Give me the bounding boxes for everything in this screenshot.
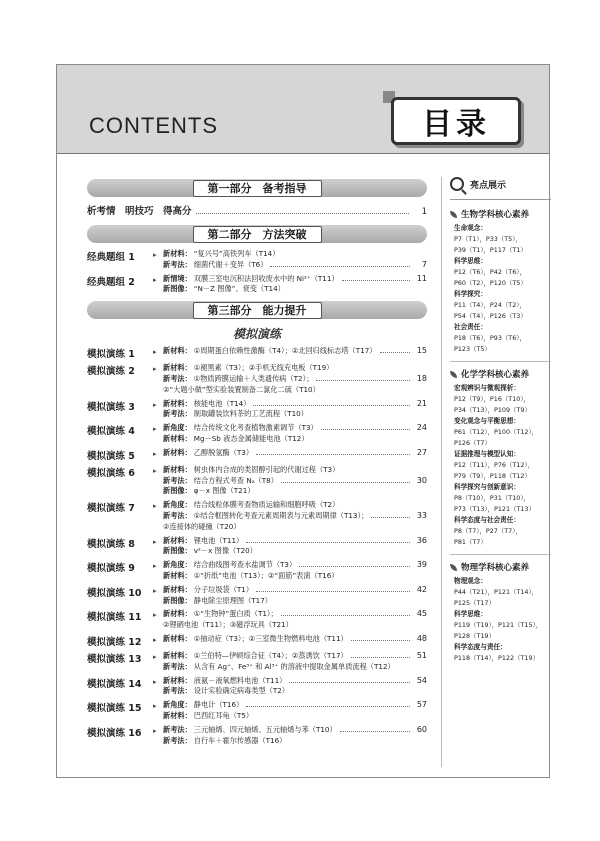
literacy-category: 科学态度与责任： bbox=[454, 643, 507, 651]
page-reference[interactable]: P125（T17） bbox=[454, 599, 495, 607]
drill-lines bbox=[163, 560, 427, 582]
page-frame bbox=[56, 64, 550, 778]
entry-text: 设计实验确定病毒类型（T2） bbox=[193, 686, 289, 696]
drill-entry[interactable] bbox=[87, 448, 427, 462]
drill-entry[interactable] bbox=[87, 651, 427, 673]
drill-name: 模拟演练 3 bbox=[87, 401, 135, 413]
entry-line bbox=[163, 486, 427, 497]
entry-label: 新材料： bbox=[163, 249, 192, 258]
group-name: 经典题组 2 bbox=[87, 276, 135, 288]
page-reference[interactable]: P8（T10），P31（T10）， bbox=[454, 494, 530, 502]
leader-dots bbox=[281, 610, 410, 616]
entry-text: ①褪黑素（T3）；②手机无线充电板（T19） bbox=[193, 363, 334, 373]
arrow-icon: ▸ bbox=[153, 400, 157, 409]
entry-text: 结合曲线图考查水盐调节（T3） bbox=[193, 560, 297, 570]
leader-dots bbox=[281, 477, 410, 483]
highlight-sidebar bbox=[441, 177, 551, 767]
drill-name: 模拟演练 9 bbox=[87, 563, 135, 575]
arrow-icon: ▸ bbox=[153, 537, 157, 546]
group-entry[interactable] bbox=[87, 249, 427, 271]
drill-name: 模拟演练 2 bbox=[87, 366, 135, 378]
page-number: 48 bbox=[416, 633, 427, 643]
drill-name: 模拟演练 13 bbox=[87, 653, 142, 665]
drill-entry[interactable] bbox=[87, 500, 427, 532]
page-number: 18 bbox=[416, 373, 427, 383]
drill-entry[interactable] bbox=[87, 536, 427, 558]
entry-line bbox=[163, 284, 427, 295]
leader-dots bbox=[340, 726, 410, 732]
leader-dots bbox=[196, 207, 409, 214]
page-reference[interactable]: P79（T9），P118（T12） bbox=[454, 472, 531, 480]
drill-lines bbox=[163, 448, 427, 462]
entry-label: 新考法： bbox=[163, 510, 192, 520]
drill-lines bbox=[163, 423, 427, 445]
entry-line bbox=[163, 651, 427, 662]
subject-heading bbox=[450, 368, 551, 380]
page-reference[interactable]: P7（T1），P33（T5）， bbox=[454, 235, 522, 243]
part2-banner bbox=[87, 225, 427, 243]
group-entry[interactable] bbox=[87, 274, 427, 296]
entry-label: 新图像： bbox=[163, 546, 192, 556]
entry-label: 新角度： bbox=[163, 700, 192, 710]
page-reference[interactable]: P8（T7），P27（T7）， bbox=[454, 527, 522, 535]
entry-label: 新材料： bbox=[163, 710, 192, 720]
drill-lines bbox=[163, 585, 427, 607]
entry-text: ②“大题小做”型实验装置制备二氯化二硫（T10） bbox=[163, 384, 320, 394]
arrow-icon: ▸ bbox=[153, 275, 157, 284]
divider bbox=[450, 554, 551, 555]
leader-dots bbox=[246, 537, 410, 543]
sidebar-title: 亮点展示 bbox=[470, 180, 507, 191]
page-reference[interactable]: P81（T7） bbox=[454, 538, 487, 546]
leaf-icon bbox=[450, 371, 457, 378]
drill-entry[interactable] bbox=[87, 399, 427, 421]
entry-text: 乙醇脱氢酶（T3） bbox=[193, 447, 254, 457]
contents-title: CONTENTS bbox=[89, 113, 218, 138]
entry-text: 巴西红耳龟（T5） bbox=[193, 710, 254, 720]
entry-label: 新材料： bbox=[163, 363, 192, 373]
entry-line bbox=[163, 686, 427, 697]
entry-line bbox=[163, 500, 427, 511]
page-number: 1 bbox=[421, 207, 427, 217]
entry-line bbox=[163, 700, 427, 711]
entry-text: ①周期蛋白依赖性激酶（T4）；②北回归线标志塔（T17） bbox=[193, 346, 377, 356]
toc-main bbox=[87, 179, 427, 749]
drill-entry[interactable] bbox=[87, 346, 427, 360]
arrow-icon: ▸ bbox=[153, 635, 157, 644]
arrow-icon: ▸ bbox=[153, 652, 157, 661]
arrow-icon: ▸ bbox=[153, 466, 157, 475]
entry-text: ①“折纸”电池（T13）；②“面筋”表演（T16） bbox=[193, 570, 339, 580]
entry-line bbox=[163, 434, 427, 445]
entry-text: 从含有 Ag⁺、Fe³⁺ 和 Al³⁺ 的溶液中提取金属单质流程（T12） bbox=[193, 661, 395, 671]
page-reference[interactable]: P12（T9），P16（T10）， bbox=[454, 395, 530, 403]
entry-text: 自行车＋霍尔传感器（T16） bbox=[193, 735, 287, 745]
divider bbox=[450, 199, 551, 200]
page-reference[interactable]: P118（T14），P122（T19） bbox=[454, 654, 539, 662]
entry-label: 新材料： bbox=[163, 447, 192, 457]
page-number: 33 bbox=[416, 510, 427, 520]
drill-entry[interactable] bbox=[87, 634, 427, 648]
literacy-category: 科学思维： bbox=[454, 257, 487, 265]
page-number: 60 bbox=[416, 724, 427, 734]
drill-lines bbox=[163, 651, 427, 673]
literacy-category: 社会责任： bbox=[454, 323, 487, 331]
drill-entry[interactable] bbox=[87, 676, 427, 698]
entry-line bbox=[163, 374, 427, 385]
group-lines bbox=[163, 274, 427, 296]
literacy-category: 变化观念与平衡思想： bbox=[454, 417, 520, 425]
entry-text: 锂电池（T11） bbox=[193, 535, 244, 545]
entry-label: 新材料： bbox=[163, 609, 192, 619]
entry-label: 新材料： bbox=[163, 464, 192, 474]
part1-banner bbox=[87, 179, 427, 197]
leader-dots bbox=[342, 275, 410, 281]
entry-text: ②锂硒电池（T11）；③磁浮玩具（T21） bbox=[163, 620, 293, 630]
page-number: 11 bbox=[416, 273, 427, 283]
entry-line bbox=[163, 511, 427, 522]
page-reference[interactable]: P39（T1），P117（T1） bbox=[454, 246, 527, 254]
entry-line bbox=[163, 399, 427, 410]
entry-label: 新考法： bbox=[163, 735, 192, 745]
entry-line bbox=[163, 260, 427, 271]
leader-dots bbox=[256, 449, 410, 455]
literacy-category: 证据推理与模型认知： bbox=[454, 450, 520, 458]
page-reference[interactable]: P119（T19），P121（T15）， bbox=[454, 621, 543, 629]
entry-line bbox=[163, 522, 427, 533]
drill-name: 模拟演练 6 bbox=[87, 467, 135, 479]
entry-text: ①结合框图转化考查元素周期表与元素周期律（T13）； bbox=[193, 510, 369, 520]
entry-label: 新考法： bbox=[163, 409, 192, 419]
entry-label: 新情境： bbox=[163, 273, 192, 283]
part3-title: 第三部分 能力提升 bbox=[193, 302, 322, 319]
entry-label: 新考法： bbox=[163, 475, 192, 485]
entry-text: 核能电池（T14） bbox=[193, 398, 251, 408]
arrow-icon: ▸ bbox=[153, 365, 157, 374]
drill-entry[interactable] bbox=[87, 585, 427, 607]
entry-label: 新图像： bbox=[163, 486, 192, 496]
arrow-icon: ▸ bbox=[153, 586, 157, 595]
mulu-title: 目录 bbox=[422, 107, 490, 142]
entry-label: 新材料： bbox=[163, 650, 192, 660]
entry-text: 结合线粒体膜考查物质运输和细胞呼吸（T2） bbox=[193, 500, 340, 510]
entry-line bbox=[163, 560, 427, 571]
page-number: 21 bbox=[416, 398, 427, 408]
leaf-icon bbox=[450, 211, 457, 218]
drill-lines bbox=[163, 346, 427, 360]
page-number: 24 bbox=[416, 423, 427, 433]
entry-label: 新图像： bbox=[163, 595, 192, 605]
entry-label: 新角度： bbox=[163, 423, 192, 433]
entry-label: 新考法： bbox=[163, 724, 192, 734]
drill-lines bbox=[163, 500, 427, 532]
drill-entry[interactable] bbox=[87, 560, 427, 582]
page-number: 36 bbox=[416, 535, 427, 545]
entry-line bbox=[163, 249, 427, 260]
page-reference[interactable]: P60（T2），P120（T5） bbox=[454, 279, 527, 287]
entry-label: 新材料： bbox=[163, 398, 192, 408]
leader-dots bbox=[321, 424, 410, 430]
entry-text: 制取罐装饮料茶的工艺流程（T10） bbox=[193, 409, 308, 419]
page-reference[interactable]: P54（T4），P126（T3） bbox=[454, 312, 527, 320]
drill-lines bbox=[163, 363, 427, 395]
entry-line bbox=[163, 476, 427, 487]
page-reference[interactable]: P61（T12），P100（T12）， bbox=[454, 428, 539, 436]
entry-label: 新角度： bbox=[163, 500, 192, 510]
mulu-title-box bbox=[391, 97, 521, 145]
drill-name: 模拟演练 4 bbox=[87, 426, 135, 438]
subject-name: 物理学科核心素养 bbox=[461, 563, 530, 573]
subject-heading bbox=[450, 208, 551, 220]
subject-name: 生物学科核心素养 bbox=[461, 210, 530, 220]
entry-line bbox=[163, 423, 427, 434]
drill-entry[interactable] bbox=[87, 363, 427, 395]
leaf-icon bbox=[450, 564, 457, 571]
drill-name: 模拟演练 12 bbox=[87, 636, 142, 648]
leader-dots bbox=[289, 677, 410, 683]
literacy-category: 物理观念： bbox=[454, 577, 487, 585]
page-reference[interactable]: P126（T7） bbox=[454, 439, 491, 447]
drill-name: 模拟演练 1 bbox=[87, 349, 135, 361]
entry-text: “复兴号”高铁列车（T14） bbox=[193, 249, 280, 258]
entry-text: 三元轴烯、四元轴烯、五元轴烯与苯（T10） bbox=[193, 724, 337, 734]
page-reference[interactable]: P12（T11），P76（T12）， bbox=[454, 461, 534, 469]
arrow-icon: ▸ bbox=[153, 677, 157, 686]
entry-label: 新材料： bbox=[163, 675, 192, 685]
drill-name: 模拟演练 10 bbox=[87, 587, 142, 599]
leader-dots bbox=[351, 652, 410, 658]
part3-list bbox=[87, 346, 427, 746]
entry-line bbox=[163, 409, 427, 420]
page-reference[interactable]: P123（T5） bbox=[454, 345, 491, 353]
entry-label: 新材料： bbox=[163, 584, 192, 594]
arrow-icon: ▸ bbox=[153, 502, 157, 511]
page-number: 54 bbox=[416, 675, 427, 685]
drill-entry[interactable] bbox=[87, 465, 427, 497]
leader-dots bbox=[316, 375, 410, 381]
part2-list bbox=[87, 249, 427, 295]
arrow-icon: ▸ bbox=[153, 702, 157, 711]
drill-name: 模拟演练 7 bbox=[87, 503, 135, 515]
entry-text: 双膜三室电沉积法回收废水中的 Ni²⁺（T11） bbox=[193, 273, 339, 283]
entry-text: ①兰伯特—伊顿综合征（T4）；②蒸诱饮（T17） bbox=[193, 650, 348, 660]
sidebar-header bbox=[450, 177, 551, 191]
drill-lines bbox=[163, 609, 427, 631]
entry-text: Mg－Sb 液态金属储能电池（T12） bbox=[193, 433, 309, 443]
entry-line bbox=[163, 609, 427, 620]
page-reference[interactable]: P12（T6），P42（T6）， bbox=[454, 268, 526, 276]
entry-line bbox=[163, 346, 427, 357]
drill-lines bbox=[163, 634, 427, 648]
magnifier-icon bbox=[450, 177, 464, 191]
arrow-icon: ▸ bbox=[153, 562, 157, 571]
literacy-category: 科学态度与社会责任： bbox=[454, 516, 520, 524]
part2-title: 第二部分 方法突破 bbox=[193, 226, 322, 243]
arrow-icon: ▸ bbox=[153, 425, 157, 434]
entry-text: “N－Z 图像”、衰变（T14） bbox=[193, 284, 285, 294]
entry-label: 新材料： bbox=[163, 346, 192, 356]
drill-name: 模拟演练 8 bbox=[87, 538, 135, 550]
entry-line bbox=[163, 736, 427, 747]
entry-label: 新考法： bbox=[163, 686, 192, 696]
entry-text: 分子垃圾袋（T1） bbox=[193, 584, 254, 594]
drill-lines bbox=[163, 465, 427, 497]
page-number: 45 bbox=[416, 609, 427, 619]
entry-label: 新考法： bbox=[163, 259, 192, 269]
page-number: 15 bbox=[416, 346, 427, 356]
entry-line bbox=[163, 274, 427, 285]
part1-title: 第一部分 备考指导 bbox=[193, 180, 322, 197]
page-number: 42 bbox=[416, 584, 427, 594]
drill-name: 模拟演练 16 bbox=[87, 727, 142, 739]
group-lines bbox=[163, 249, 427, 271]
entry-line bbox=[163, 385, 427, 396]
entry-line bbox=[163, 448, 427, 459]
entry-label: 新材料： bbox=[163, 535, 192, 545]
drill-name: 模拟演练 14 bbox=[87, 678, 142, 690]
entry-line bbox=[163, 596, 427, 607]
part1-entry[interactable] bbox=[87, 203, 427, 217]
page-reference[interactable]: P73（T13），P121（T13） bbox=[454, 505, 535, 513]
leader-dots bbox=[351, 635, 410, 641]
entry-label: 新考法： bbox=[163, 661, 192, 671]
page-reference[interactable]: P34（T13），P109（T9） bbox=[454, 406, 531, 414]
entry-line bbox=[163, 546, 427, 557]
literacy-category: 科学探究： bbox=[454, 290, 487, 298]
literacy-category: 宏观辨识与微观探析： bbox=[454, 384, 520, 392]
part3-banner bbox=[87, 301, 427, 319]
arrow-icon: ▸ bbox=[153, 726, 157, 735]
entry-label: 新材料： bbox=[163, 433, 192, 443]
entry-label: 新材料： bbox=[163, 633, 192, 643]
drill-lines bbox=[163, 725, 427, 747]
group-name: 经典题组 1 bbox=[87, 252, 135, 263]
divider bbox=[450, 361, 551, 362]
entry-text: 结合方程式考查 Nₐ（T8） bbox=[193, 475, 278, 485]
entry-text: ①“生物钟”蛋白质（T1）； bbox=[193, 609, 278, 619]
leader-dots bbox=[371, 512, 410, 518]
entry-label: 新考法： bbox=[163, 373, 192, 383]
entry-text: 静电除尘原理图（T17） bbox=[193, 595, 272, 605]
entry-text: ①物质跨膜运输＋人类遗传病（T2）； bbox=[193, 373, 314, 383]
entry-line bbox=[163, 711, 427, 722]
subject-heading bbox=[450, 561, 551, 573]
entry-line bbox=[163, 571, 427, 582]
drill-lines bbox=[163, 676, 427, 698]
page-reference[interactable]: P11（T4），P24（T2）， bbox=[454, 301, 526, 309]
entry-text: 细菌代谢＋变异（T6） bbox=[193, 259, 268, 269]
arrow-icon: ▸ bbox=[153, 348, 157, 357]
literacy-category: 科学思维： bbox=[454, 610, 487, 618]
page-reference[interactable]: P128（T19） bbox=[454, 632, 495, 640]
entry-line bbox=[163, 363, 427, 374]
literacy-category: 生命观念： bbox=[454, 224, 487, 232]
entry-line bbox=[163, 620, 427, 631]
arrow-icon: ▸ bbox=[153, 251, 157, 259]
drill-name: 模拟演练 5 bbox=[87, 450, 135, 462]
entry-text: v²－x 图像（T20） bbox=[193, 546, 257, 556]
page-number: 57 bbox=[416, 700, 427, 710]
drill-name: 模拟演练 15 bbox=[87, 703, 142, 715]
entry-label: 新角度： bbox=[163, 560, 192, 570]
page-number: 27 bbox=[416, 447, 427, 457]
drill-entry[interactable] bbox=[87, 725, 427, 747]
drill-name: 模拟演练 11 bbox=[87, 612, 142, 624]
entry-line bbox=[163, 725, 427, 736]
sidebar-list bbox=[450, 208, 551, 664]
part1-entry-text: 析考情 明技巧 得高分 bbox=[87, 206, 192, 217]
page-number: 51 bbox=[416, 650, 427, 660]
arrow-icon: ▸ bbox=[153, 449, 157, 458]
leader-dots bbox=[246, 701, 410, 707]
leader-dots bbox=[256, 586, 410, 592]
drill-lines bbox=[163, 536, 427, 558]
drill-entry[interactable] bbox=[87, 423, 427, 445]
entry-label: 新材料： bbox=[163, 570, 192, 580]
page-number: 30 bbox=[416, 475, 427, 485]
entry-text: φ－x 图像（T21） bbox=[193, 486, 255, 496]
entry-line bbox=[163, 676, 427, 687]
leader-dots bbox=[380, 347, 411, 353]
drill-entry[interactable] bbox=[87, 609, 427, 631]
entry-text: 树虫体内合成的类固醇引起的代谢过程（T3） bbox=[193, 464, 340, 474]
arrow-icon: ▸ bbox=[153, 611, 157, 620]
entry-line bbox=[163, 662, 427, 673]
drill-lines bbox=[163, 399, 427, 421]
subject-name: 化学学科核心素养 bbox=[461, 370, 530, 380]
leader-dots bbox=[270, 261, 410, 267]
entry-text: ②连接体的碰撞（T20） bbox=[163, 521, 241, 531]
leader-dots bbox=[299, 561, 410, 567]
leader-dots bbox=[253, 400, 410, 406]
header-band bbox=[57, 65, 549, 154]
entry-line bbox=[163, 465, 427, 476]
entry-text: 结合传统文化考查植物激素调节（T3） bbox=[193, 423, 318, 433]
drill-lines bbox=[163, 700, 427, 722]
entry-line bbox=[163, 585, 427, 596]
drill-subtitle: 模拟演练 bbox=[232, 327, 281, 342]
entry-text: ①抽动症（T3）；②三室微生物燃料电池（T11） bbox=[193, 633, 348, 643]
page-reference[interactable]: P18（T6），P93（T6）， bbox=[454, 334, 526, 342]
literacy-category: 科学探究与创新意识： bbox=[454, 483, 520, 491]
page-reference[interactable]: P44（T21），P121（T14）， bbox=[454, 588, 539, 596]
entry-label: 新图像： bbox=[163, 284, 192, 294]
entry-text: 液氨－液氧燃料电池（T11） bbox=[193, 675, 287, 685]
page-number: 39 bbox=[416, 560, 427, 570]
entry-line bbox=[163, 536, 427, 547]
entry-line bbox=[163, 634, 427, 645]
drill-entry[interactable] bbox=[87, 700, 427, 722]
page-number: 7 bbox=[421, 259, 427, 269]
entry-text: 静电计（T16） bbox=[193, 700, 244, 710]
